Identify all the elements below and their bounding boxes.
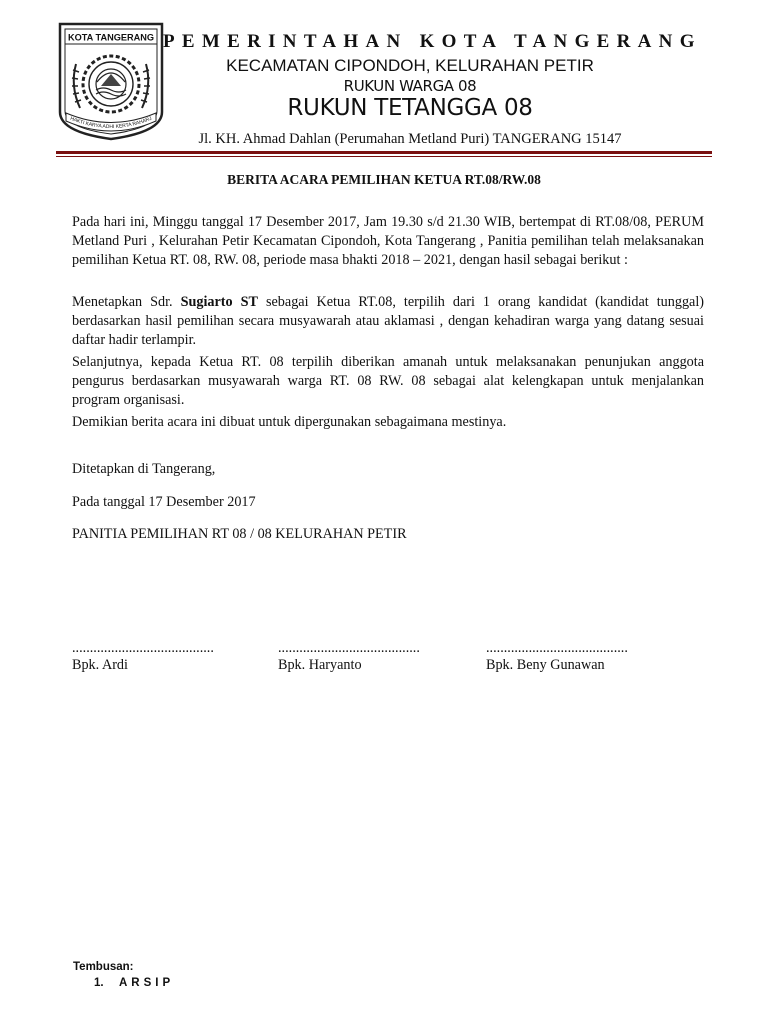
rukun-warga-line: RUKUN WARGA 08	[343, 77, 477, 95]
decision-text-end: sebagai Ketua RT.08, terpilih dari 1 orang kandidat (kandidat tunggal) berdasarkan hasil pemilihan secara musyawarah atau aklamasi , dengan kehadiran warga yang datang sesuai daftar hadir terlampir.	[72, 294, 705, 348]
carbon-copy-item	[94, 977, 174, 989]
government-title: PEMERINTAHAN KOTA TANGERANG	[163, 31, 702, 52]
carbon-copy-number: 1.	[94, 977, 104, 989]
carbon-copy-text: ARSIP	[119, 977, 175, 989]
rukun-tetangga-heading: RUKUN TETANGGA 08	[287, 95, 533, 121]
emblem-label: KOTA TANGERANG	[67, 32, 155, 43]
issued-place: Ditetapkan di Tangerang,	[72, 461, 216, 477]
signature-line: ........................................	[278, 640, 420, 656]
issued-date: Pada tanggal 17 Desember 2017	[72, 494, 256, 510]
carbon-copy-label: Tembusan:	[73, 961, 134, 973]
signature-block	[278, 640, 420, 674]
kota-tangerang-emblem-icon	[56, 20, 166, 142]
district-line: KECAMATAN CIPONDOH, KELURAHAN PETIR	[226, 56, 594, 75]
signature-block	[486, 640, 628, 674]
signatory-name: Bpk. Haryanto	[278, 657, 362, 673]
committee-name: PANITIA PEMILIHAN RT 08 / 08 KELURAHAN PETIR	[72, 526, 407, 542]
paragraph-closing: Demikian berita acara ini dibuat untuk dipergunakan sebagaimana mestinya.	[72, 414, 507, 430]
signatory-name: Bpk. Beny Gunawan	[486, 657, 605, 673]
decision-text-start: Menetapkan Sdr.	[72, 294, 181, 310]
letterhead-rule-thick	[56, 151, 712, 154]
letterhead-rule-thin	[56, 156, 712, 157]
signature-line: ........................................	[486, 640, 628, 656]
paragraph-opening: Pada hari ini, Minggu tanggal 17 Desember 2017, Jam 19.30 s/d 21.30 WIB, bertempat di RT.08/08, PERUM Metland Puri , Kelurahan Petir Kecamatan Cipondoh, Kota Tangerang , Panitia pemilihan telah melaksanakan pemilihan Ketua RT. 08, RW. 08, periode masa bhakti 2018 – 2021, dengan hasil sebagai berikut :	[72, 214, 704, 268]
elected-chair-name: Sugiarto ST	[180, 294, 258, 310]
paragraph-decision	[72, 293, 704, 350]
paragraph-mandate: Selanjutnya, kepada Ketua RT. 08 terpilih diberikan amanah untuk melaksanakan penunjukan anggota pengurus berdasarkan musyawarah warga RT. 08 RW. 08 sebagai alat kelengkapan untuk menjalankan program organisasi.	[72, 354, 704, 408]
document-title: BERITA ACARA PEMILIHAN KETUA RT.08/RW.08	[227, 172, 541, 187]
signatory-name: Bpk. Ardi	[72, 657, 128, 673]
signature-line: ........................................	[72, 640, 214, 656]
signature-block	[72, 640, 214, 674]
address-line: Jl. KH. Ahmad Dahlan (Perumahan Metland Puri) TANGERANG 15147	[198, 131, 622, 147]
emblem-motto: HAKTI KARYA ADHI KERTA RAHARJ	[69, 115, 153, 131]
